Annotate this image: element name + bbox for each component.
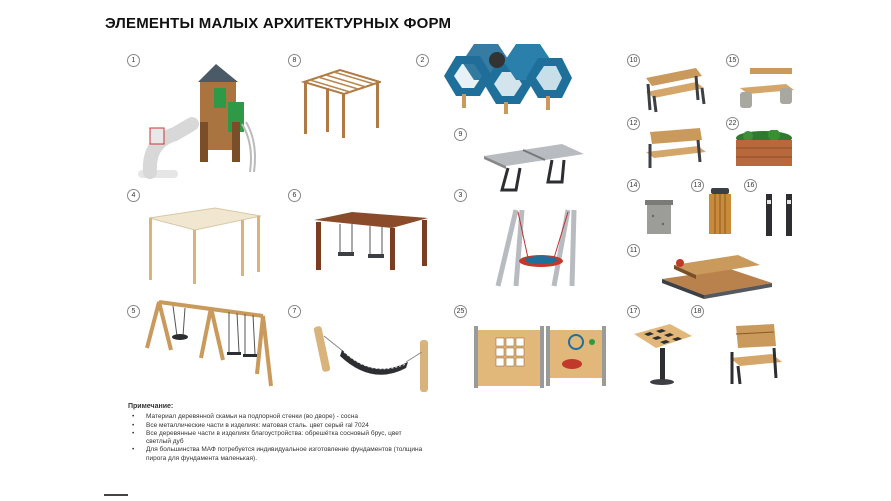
planter-box-icon: [734, 130, 794, 170]
item-number-8: 8: [288, 54, 301, 67]
double-swing-icon: [145, 296, 275, 390]
notes-list: [128, 413, 428, 463]
wooden-pergola-icon: [296, 68, 381, 138]
page-title: ЭЛЕМЕНТЫ МАЛЫХ АРХИТЕКТУРНЫХ ФОРМ: [105, 15, 452, 32]
swing-pergola-icon: [312, 210, 432, 272]
table-tennis-table-icon: [482, 142, 586, 194]
notes-block: [128, 403, 428, 463]
playground-slide-tower-icon: [130, 62, 275, 188]
item-number-10: 10: [627, 54, 640, 67]
notes-line: • Все металлические части в изделиях: матовая сталь. цвет серый ral 7024: [146, 422, 428, 430]
item-number-11: 11: [627, 244, 640, 257]
item-number-6: 6: [288, 189, 301, 202]
nest-swing-icon: [488, 206, 583, 290]
item-number-4: 4: [127, 189, 140, 202]
wooden-bin-icon: [707, 186, 735, 238]
item-number-1: 1: [127, 54, 140, 67]
item-number-5: 5: [127, 305, 140, 318]
item-number-14: 14: [627, 179, 640, 192]
sun-lounger-platform-icon: [660, 249, 775, 301]
item-number-16: 16: [744, 179, 757, 192]
single-chair-icon: [724, 322, 786, 386]
notes-line: • Для большинства МАФ потребуется индивидуальное изготовление фундаментов (толщина пирога для фундамента маленькая).: [146, 446, 428, 463]
stone-base-bench-icon: [736, 64, 796, 114]
hammock-icon: [312, 322, 437, 396]
item-number-22: 22: [726, 117, 739, 130]
item-number-7: 7: [288, 305, 301, 318]
item-number-18: 18: [691, 305, 704, 318]
play-panels-icon: [472, 322, 612, 392]
concrete-bin-icon: [645, 198, 675, 236]
chess-table-icon: [630, 320, 694, 388]
park-bench-icon: [638, 66, 708, 114]
item-number-17: 17: [627, 305, 640, 318]
hexagon-play-modules-icon: [434, 42, 574, 117]
item-number-13: 13: [691, 179, 704, 192]
item-number-12: 12: [627, 117, 640, 130]
item-number-9: 9: [454, 128, 467, 141]
notes-title: Примечание:: [128, 403, 174, 410]
bike-rack-icon: [760, 190, 800, 240]
notes-line: • Материал деревянной скамьи на подпорной стенки (во дворе) - сосна: [146, 413, 428, 421]
item-number-2: 2: [416, 54, 429, 67]
item-number-15: 15: [726, 54, 739, 67]
shade-sail-icon: [145, 206, 265, 286]
wooden-bench-icon: [640, 126, 710, 172]
item-number-3: 3: [454, 189, 467, 202]
item-number-25: 25: [454, 305, 467, 318]
notes-line: • Все деревянные части в изделиях благоустройства: обрешётка сосновый брус, цвет светлый дуб: [146, 430, 428, 447]
footer-mark: [104, 494, 128, 496]
